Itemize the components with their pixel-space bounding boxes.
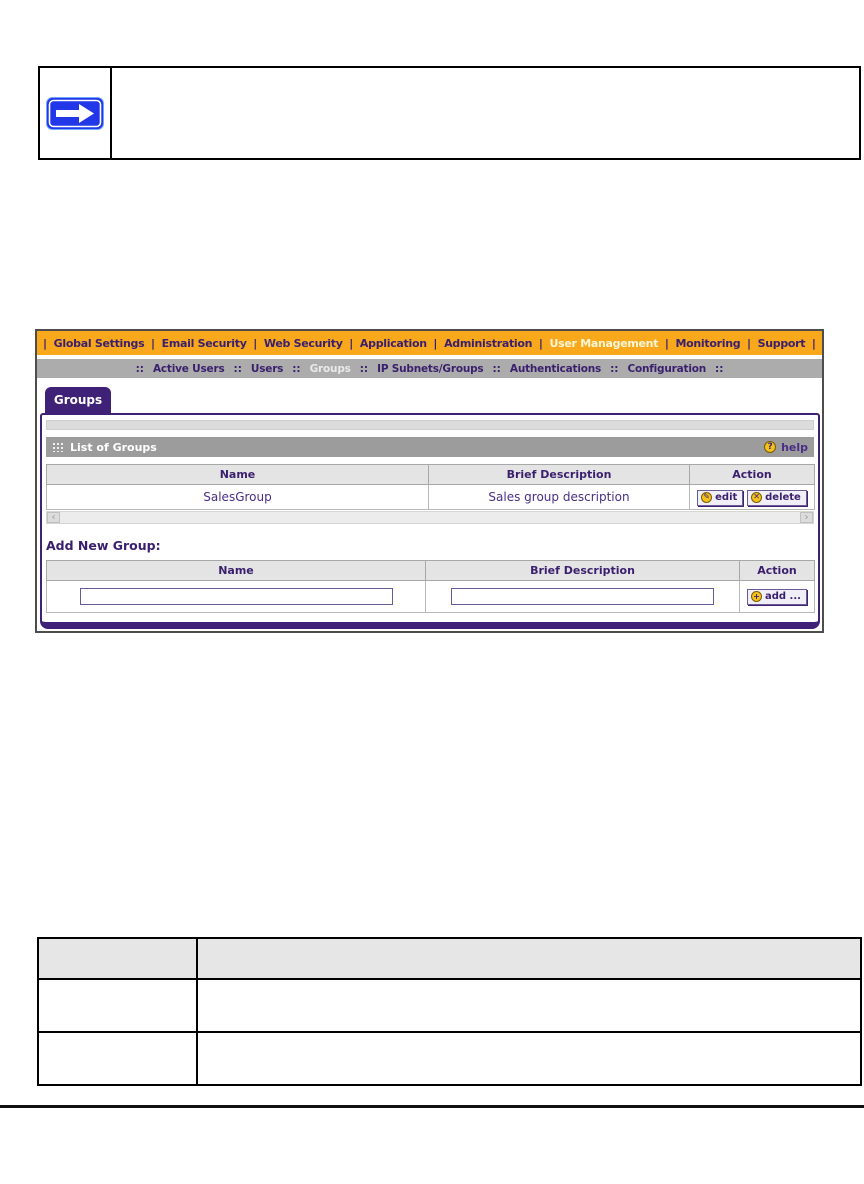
admin-ui-screenshot [35,329,824,633]
main-nav-bar [37,331,822,355]
group-action-cell [690,485,815,510]
edit-button[interactable] [697,490,743,506]
nav-item-support[interactable]: Support [757,336,806,350]
add-table-header-description: Brief Description [426,561,740,581]
tab-row [37,378,822,413]
nav-separator: | [43,336,48,350]
add-group-table [46,560,815,613]
document-table [37,937,862,1086]
nav-item-global-settings[interactable]: Global Settings [53,336,145,350]
add-new-group-heading: Add New Group: [46,538,161,553]
subnav-separator: :: [292,362,301,375]
doc-table-header-cell [197,938,861,979]
add-button-label: add ... [765,591,801,603]
subnav-item-active-users[interactable]: Active Users [152,362,225,375]
content-panel [40,413,820,629]
subnav-separator: :: [492,362,501,375]
scroll-right-arrow-icon[interactable]: › [800,512,813,523]
nav-separator: | [538,336,543,350]
nav-item-application[interactable]: Application [359,336,427,350]
subnav-item-configuration[interactable]: Configuration [627,362,707,375]
group-description-input[interactable] [451,588,714,605]
help-link[interactable] [764,441,808,454]
edit-button-label: edit [715,491,738,503]
doc-table-cell [38,1032,197,1085]
note-box [38,66,861,160]
nav-separator: | [253,336,258,350]
subnav-separator: :: [359,362,369,375]
add-row [47,581,815,613]
subnav-item-users[interactable]: Users [250,362,284,375]
subnav-separator: :: [135,362,144,375]
doc-table-cell [38,979,197,1032]
sub-nav-bar [37,359,822,378]
note-icon-cell [40,68,112,158]
nav-separator: | [811,336,816,350]
status-strip [46,420,814,430]
add-table-header-action: Action [740,561,815,581]
nav-item-web-security[interactable]: Web Security [263,336,343,350]
table-row [47,485,815,510]
subnav-item-authentications[interactable]: Authentications [509,362,602,375]
subnav-separator: :: [610,362,619,375]
groups-table-header-description: Brief Description [429,465,690,485]
nav-item-email-security[interactable]: Email Security [161,336,247,350]
note-text [112,68,859,158]
subnav-item-ip-subnets-groups[interactable]: IP Subnets/Groups [377,362,484,375]
groups-table [46,464,815,510]
tab-groups[interactable]: Groups [45,387,111,413]
delete-button-label: delete [765,491,801,503]
grid-handle-icon [52,442,63,452]
help-label[interactable]: help [781,440,808,454]
nav-separator: | [664,336,669,350]
table-row [38,979,861,1032]
subnav-separator: :: [233,362,242,375]
doc-table-cell [197,979,861,1032]
table-row [38,1032,861,1085]
subnav-separator: :: [715,362,724,375]
groups-table-header-name: Name [47,465,429,485]
nav-separator: | [151,336,156,350]
nav-separator: | [746,336,751,350]
nav-item-user-management[interactable]: User Management [549,336,659,350]
nav-separator: | [349,336,354,350]
add-button[interactable] [747,589,807,605]
add-table-header-name: Name [47,561,426,581]
list-of-groups-bar [46,437,814,457]
add-description-cell [426,581,740,613]
nav-separator: | [433,336,438,350]
help-icon[interactable]: ? [764,441,776,453]
doc-table-header-cell [38,938,197,979]
add-name-cell [47,581,426,613]
nav-item-monitoring[interactable]: Monitoring [675,336,741,350]
section-title: List of Groups [70,440,157,454]
add-icon: + [751,591,762,602]
group-description-cell: Sales group description [429,485,690,510]
delete-icon: ✕ [751,492,762,503]
scroll-left-arrow-icon[interactable]: ‹ [47,512,60,523]
nav-item-administration[interactable]: Administration [444,336,533,350]
subnav-item-groups[interactable]: Groups [309,362,351,375]
footer-rule [0,1105,864,1108]
arrow-right-icon [46,97,104,130]
edit-icon: ✎ [701,492,712,503]
delete-button[interactable] [747,490,807,506]
add-action-cell [740,581,815,613]
group-name-cell: SalesGroup [47,485,429,510]
groups-table-header-action: Action [690,465,815,485]
horizontal-scrollbar[interactable] [46,511,814,524]
doc-table-cell [197,1032,861,1085]
group-name-input[interactable] [80,588,393,605]
